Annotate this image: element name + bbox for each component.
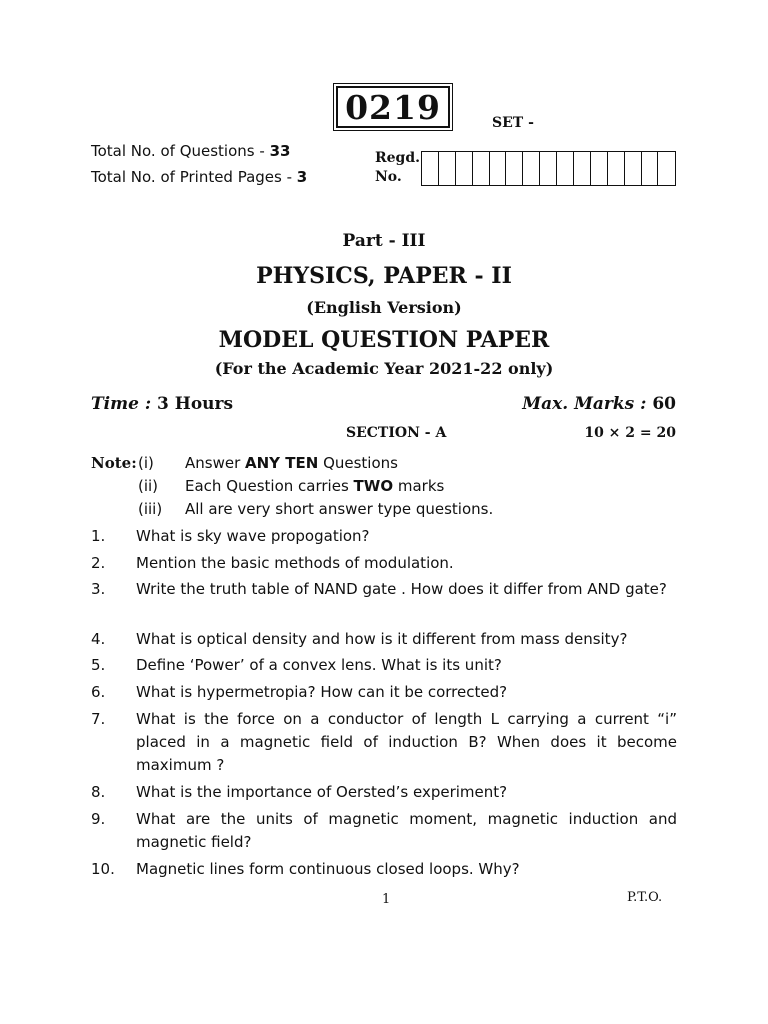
total-questions-value: 33	[269, 142, 291, 160]
question-text: What is sky wave propogation?	[136, 527, 370, 545]
time-info	[91, 394, 233, 414]
set-label: SET -	[492, 115, 534, 131]
marks-value: 60	[652, 394, 676, 414]
registration-digit-box	[523, 152, 540, 185]
regd-label-line1: Regd.	[375, 150, 420, 166]
marks-info	[522, 394, 676, 414]
note-2-pre: Each Question carries	[185, 477, 354, 495]
question-number: 5.	[91, 656, 106, 674]
registration-number-boxes	[421, 151, 676, 186]
registration-digit-box	[608, 152, 625, 185]
question-number: 3.	[91, 580, 106, 598]
question-number: 9.	[91, 810, 106, 828]
note-3-number: (iii)	[138, 500, 163, 518]
note-2-emphasis: TWO	[353, 477, 394, 495]
total-questions-label: Total No. of Questions -	[91, 142, 270, 160]
note-1-number: (i)	[138, 454, 154, 472]
note-1-pre: Answer	[185, 454, 246, 472]
question-number: 7.	[91, 710, 106, 728]
note-2-number: (ii)	[138, 477, 159, 495]
question-number: 1.	[91, 527, 106, 545]
subject-title: PHYSICS, PAPER - II	[256, 263, 512, 289]
question-text: What is the importance of Oersted’s experiment?	[136, 783, 508, 801]
time-value: 3 Hours	[157, 394, 234, 414]
registration-digit-box	[422, 152, 439, 185]
part-title: Part - III	[342, 231, 426, 251]
registration-digit-box	[473, 152, 490, 185]
note-label: Note:	[91, 454, 137, 472]
section-marks: 10 × 2 = 20	[584, 425, 676, 441]
registration-digit-box	[658, 152, 675, 185]
note-1-emphasis: ANY TEN	[245, 454, 319, 472]
note-1	[185, 454, 398, 472]
question-number: 8.	[91, 783, 106, 801]
question-text: Write the truth table of NAND gate . How does it differ from AND gate?	[136, 580, 667, 598]
registration-digit-box	[625, 152, 642, 185]
question-number: 10.	[91, 860, 115, 878]
note-1-post: Questions	[318, 454, 398, 472]
registration-digit-box	[456, 152, 473, 185]
note-2	[185, 477, 444, 495]
registration-digit-box	[540, 152, 557, 185]
regd-label-line2: No.	[375, 169, 402, 185]
question-text: Magnetic lines form continuous closed loops. Why?	[136, 860, 520, 878]
question-number: 6.	[91, 683, 106, 701]
question-text: What is optical density and how is it different from mass density?	[136, 630, 628, 648]
total-pages-label: Total No. of Printed Pages -	[91, 168, 297, 186]
pto-label: P.T.O.	[627, 890, 663, 905]
question-number: 4.	[91, 630, 106, 648]
section-title: SECTION - A	[346, 425, 447, 441]
total-pages-value: 3	[296, 168, 308, 186]
note-3: All are very short answer type questions.	[185, 500, 494, 518]
question-text: Mention the basic methods of modulation.	[136, 554, 454, 572]
question-text: What are the units of magnetic moment, magnetic induction and magnetic field?	[136, 810, 677, 851]
registration-digit-box	[557, 152, 574, 185]
registration-digit-box	[642, 152, 659, 185]
marks-label: Max. Marks :	[522, 394, 653, 414]
registration-digit-box	[591, 152, 608, 185]
registration-digit-box	[439, 152, 456, 185]
academic-year-label: (For the Academic Year 2021-22 only)	[214, 359, 554, 378]
registration-digit-box	[506, 152, 523, 185]
question-text: What is the force on a conductor of length L carrying a current “i” placed in a magnetic field of induction B? When does it become maximum ?	[136, 710, 677, 774]
note-2-post: marks	[393, 477, 445, 495]
version-label: (English Version)	[306, 298, 462, 317]
total-questions	[91, 142, 290, 160]
registration-digit-box	[490, 152, 507, 185]
registration-digit-box	[574, 152, 591, 185]
question-number: 2.	[91, 554, 106, 572]
page-number: 1	[382, 892, 391, 907]
paper-code: 0219	[336, 86, 450, 128]
time-label: Time :	[91, 394, 158, 414]
total-pages	[91, 168, 307, 186]
question-text: Define ‘Power’ of a convex lens. What is its unit?	[136, 656, 502, 674]
paper-type-title: MODEL QUESTION PAPER	[218, 327, 550, 353]
question-text: What is hypermetropia? How can it be corrected?	[136, 683, 508, 701]
